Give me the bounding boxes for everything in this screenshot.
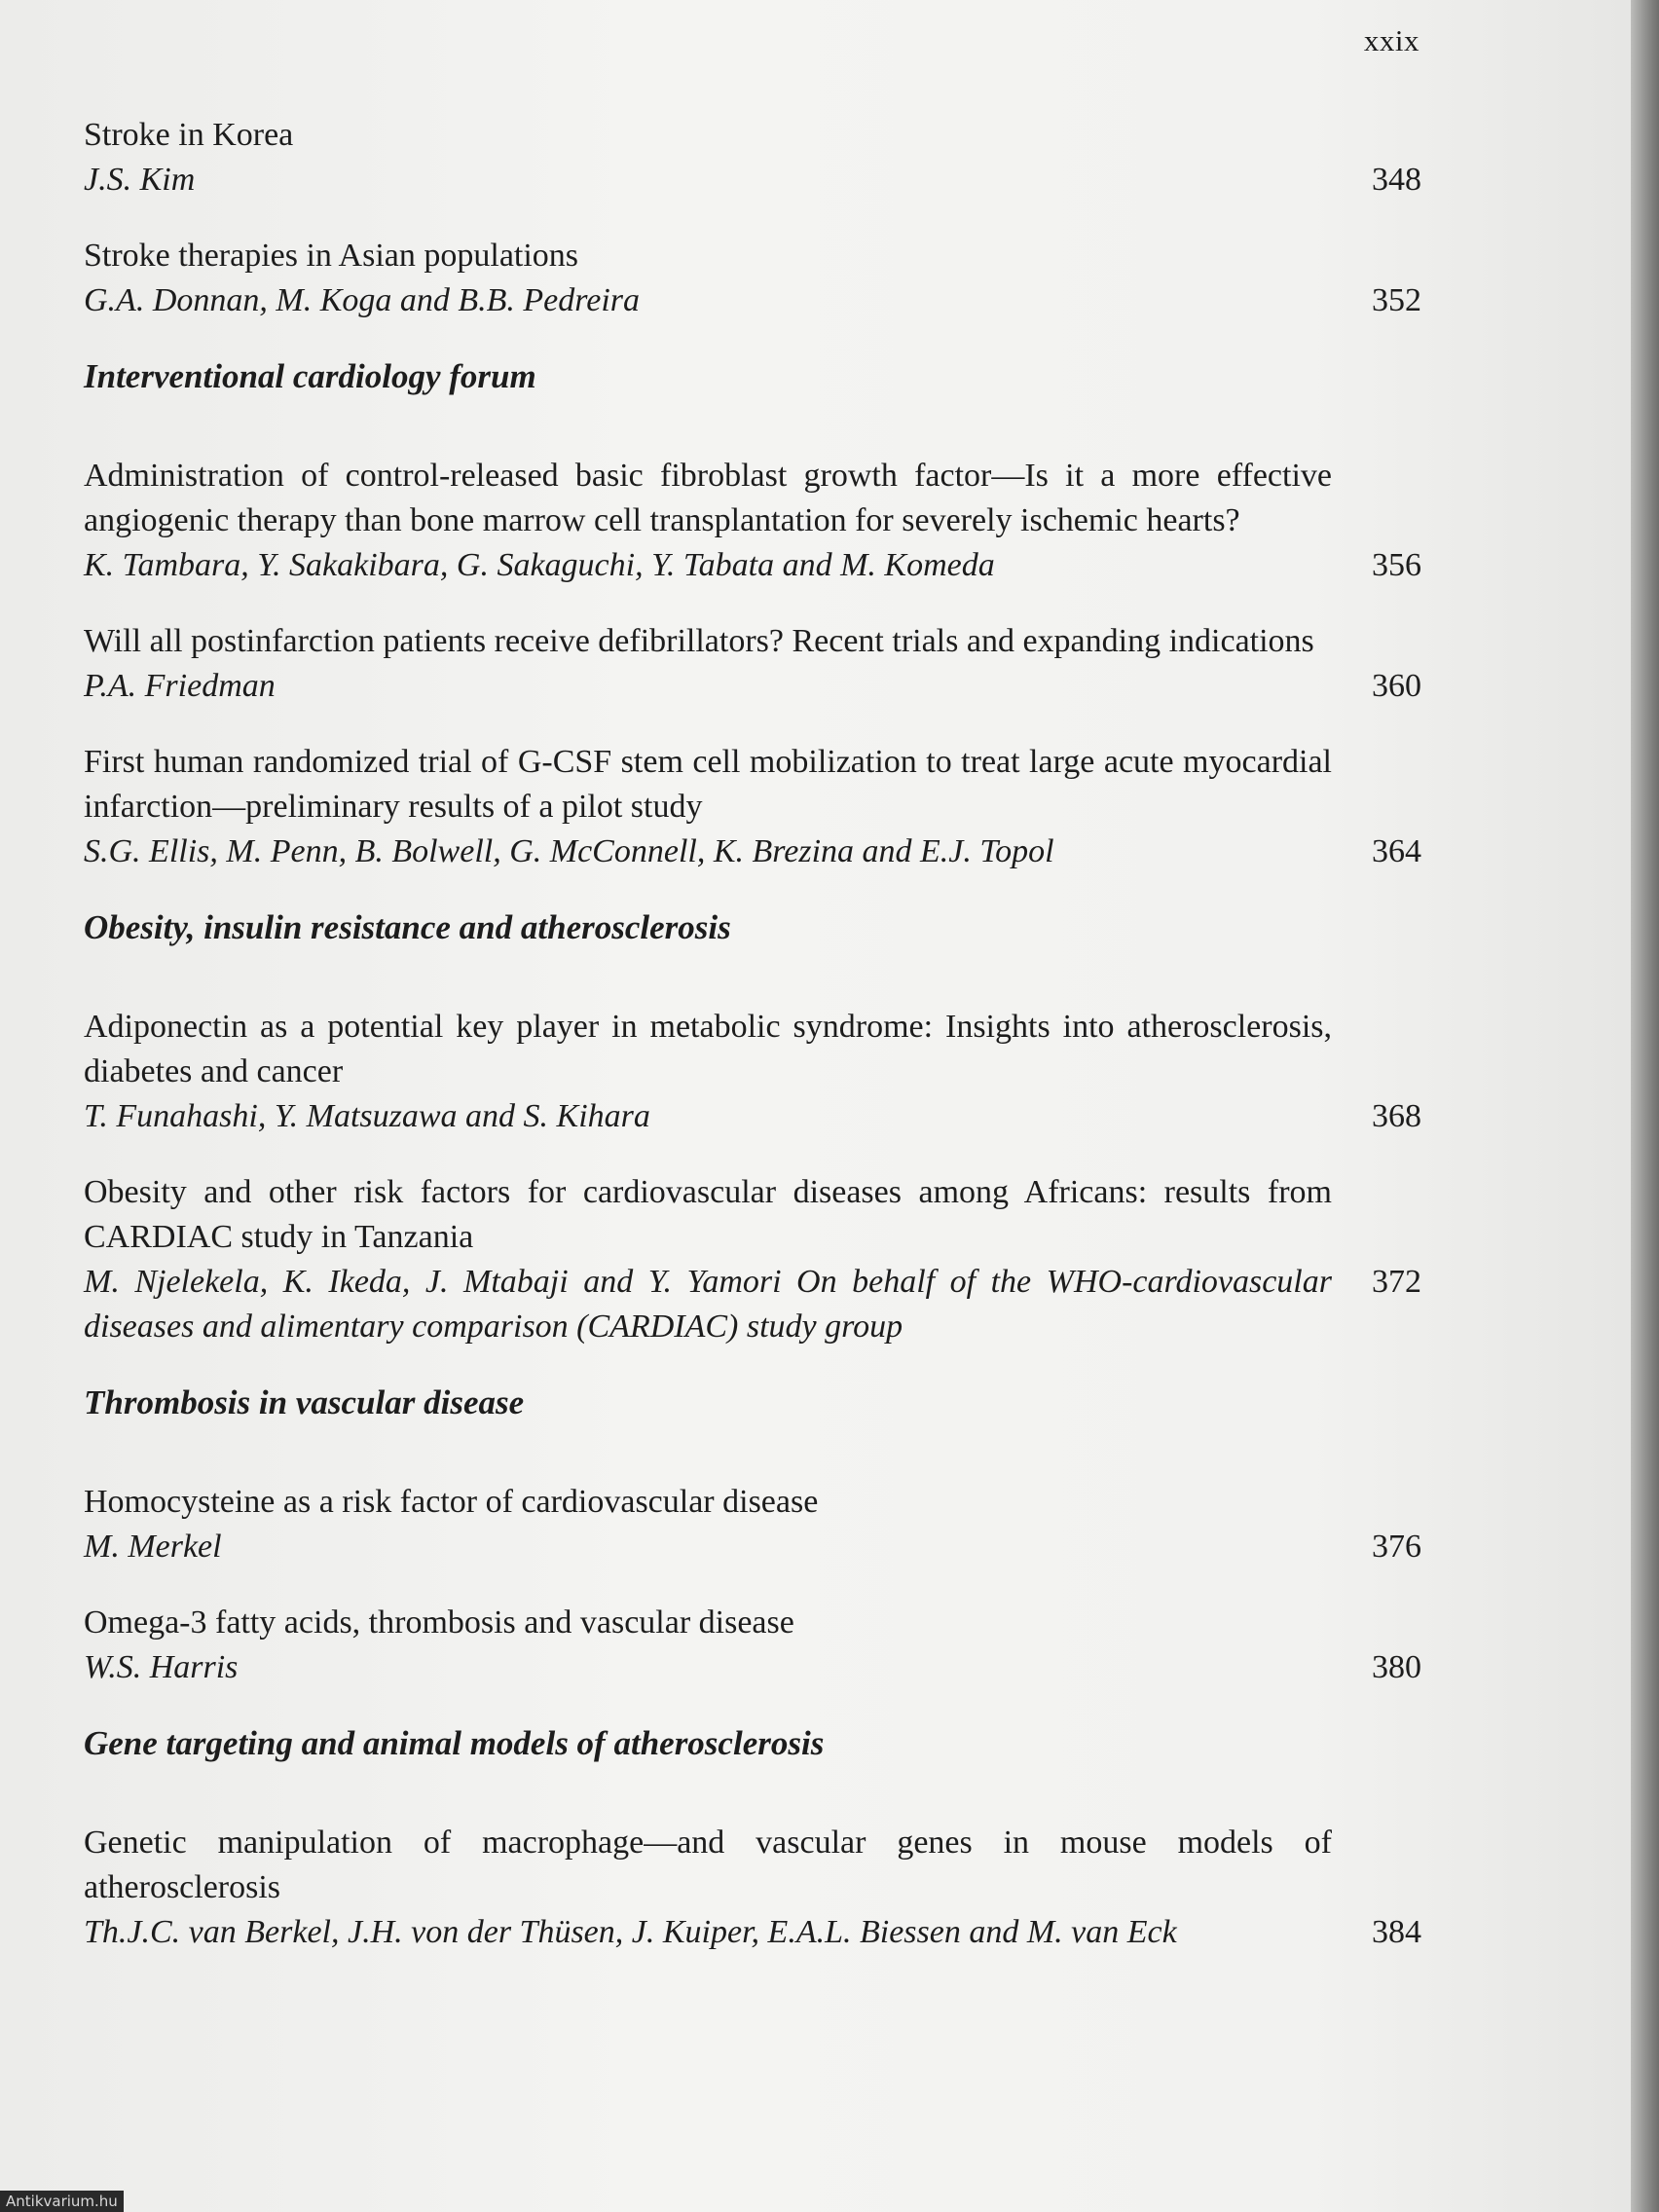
entry-author-row (84, 543, 1421, 588)
entry-authors: W.S. Harris (84, 1649, 239, 1685)
entry-title: Homocysteine as a risk factor of cardiovascular disease (84, 1484, 819, 1520)
section-heading: Gene targeting and animal models of atherosclerosis (84, 1724, 825, 1762)
entry-page-number: 364 (1372, 833, 1421, 869)
table-of-contents (84, 113, 1421, 1986)
entry-page-number: 372 (1372, 1264, 1421, 1300)
entry-title: Will all postinfarction patients receive defibrillators? Recent trials and expanding indications (84, 623, 1314, 659)
section-heading: Interventional cardiology forum (84, 357, 536, 395)
entry-authors: M. Merkel (84, 1529, 222, 1565)
entry-author-row (84, 1645, 1421, 1690)
entry-author-row (84, 664, 1421, 709)
page-number: xxix (1363, 23, 1419, 57)
entry-authors: P.A. Friedman (84, 668, 276, 704)
entry-page-number: 384 (1372, 1914, 1421, 1950)
toc-entry (84, 619, 1421, 709)
section-heading: Thrombosis in vascular disease (84, 1383, 525, 1421)
entry-title: Stroke in Korea (84, 117, 294, 153)
entry-authors: Th.J.C. van Berkel, J.H. von der Thüsen, J. Kuiper, E.A.L. Biessen and M. van Eck (84, 1914, 1177, 1950)
entry-author-row (84, 1910, 1421, 1955)
entry-authors: M. Njelekela, K. Ikeda, J. Mtabaji and Y. Yamori On behalf of the WHO-cardiovascular diseases and alimentary comparison (CARDIAC) study group (84, 1264, 1332, 1345)
entry-title: Genetic manipulation of macrophage—and vascular genes in mouse models of atherosclerosis (84, 1825, 1332, 1905)
section-heading: Obesity, insulin resistance and atherosclerosis (84, 908, 731, 946)
entry-page-number: 356 (1372, 547, 1421, 583)
entry-authors: T. Funahashi, Y. Matsuzawa and S. Kihara (84, 1098, 650, 1134)
entry-page-number: 352 (1372, 282, 1421, 318)
entry-page-number: 348 (1372, 162, 1421, 198)
entry-title: First human randomized trial of G-CSF stem cell mobilization to treat large acute myocardial infarction—preliminary results of a pilot study (84, 744, 1332, 825)
entry-title: Administration of control-released basic fibroblast growth factor—Is it a more effective angiogenic therapy than bone marrow cell transplantation for severely ischemic hearts? (84, 458, 1332, 538)
entry-title: Adiponectin as a potential key player in metabolic syndrome: Insights into atherosclerosis, diabetes and cancer (84, 1009, 1332, 1089)
toc-entry (84, 113, 1421, 203)
page-edge (1631, 0, 1659, 2212)
toc-entry (84, 234, 1421, 323)
entry-author-row (84, 1094, 1421, 1139)
entry-page-number: 360 (1372, 668, 1421, 704)
entry-page-number: 368 (1372, 1098, 1421, 1134)
toc-entry (84, 1821, 1421, 1955)
toc-entry (84, 1170, 1421, 1349)
toc-entry (84, 1601, 1421, 1690)
entry-title: Omega-3 fatty acids, thrombosis and vascular disease (84, 1604, 794, 1641)
watermark: Antikvarium.hu (0, 2191, 124, 2212)
entry-page-number: 380 (1372, 1649, 1421, 1685)
entry-authors: G.A. Donnan, M. Koga and B.B. Pedreira (84, 282, 641, 318)
entry-authors: S.G. Ellis, M. Penn, B. Bolwell, G. McConnell, K. Brezina and E.J. Topol (84, 833, 1054, 869)
entry-title: Obesity and other risk factors for cardiovascular diseases among Africans: results from CARDIAC study in Tanzania (84, 1174, 1332, 1255)
entry-page-number: 376 (1372, 1529, 1421, 1565)
entry-authors: K. Tambara, Y. Sakakibara, G. Sakaguchi, Y. Tabata and M. Komeda (84, 547, 995, 583)
entry-author-row (84, 278, 1421, 323)
toc-entry (84, 454, 1421, 588)
entry-author-row (84, 158, 1421, 203)
toc-entry (84, 740, 1421, 874)
entry-author-row (84, 830, 1421, 874)
entry-authors: J.S. Kim (84, 162, 196, 198)
entry-author-row (84, 1260, 1421, 1349)
toc-entry (84, 1480, 1421, 1569)
entry-title: Stroke therapies in Asian populations (84, 238, 579, 274)
toc-entry (84, 1005, 1421, 1139)
entry-author-row (84, 1525, 1421, 1569)
